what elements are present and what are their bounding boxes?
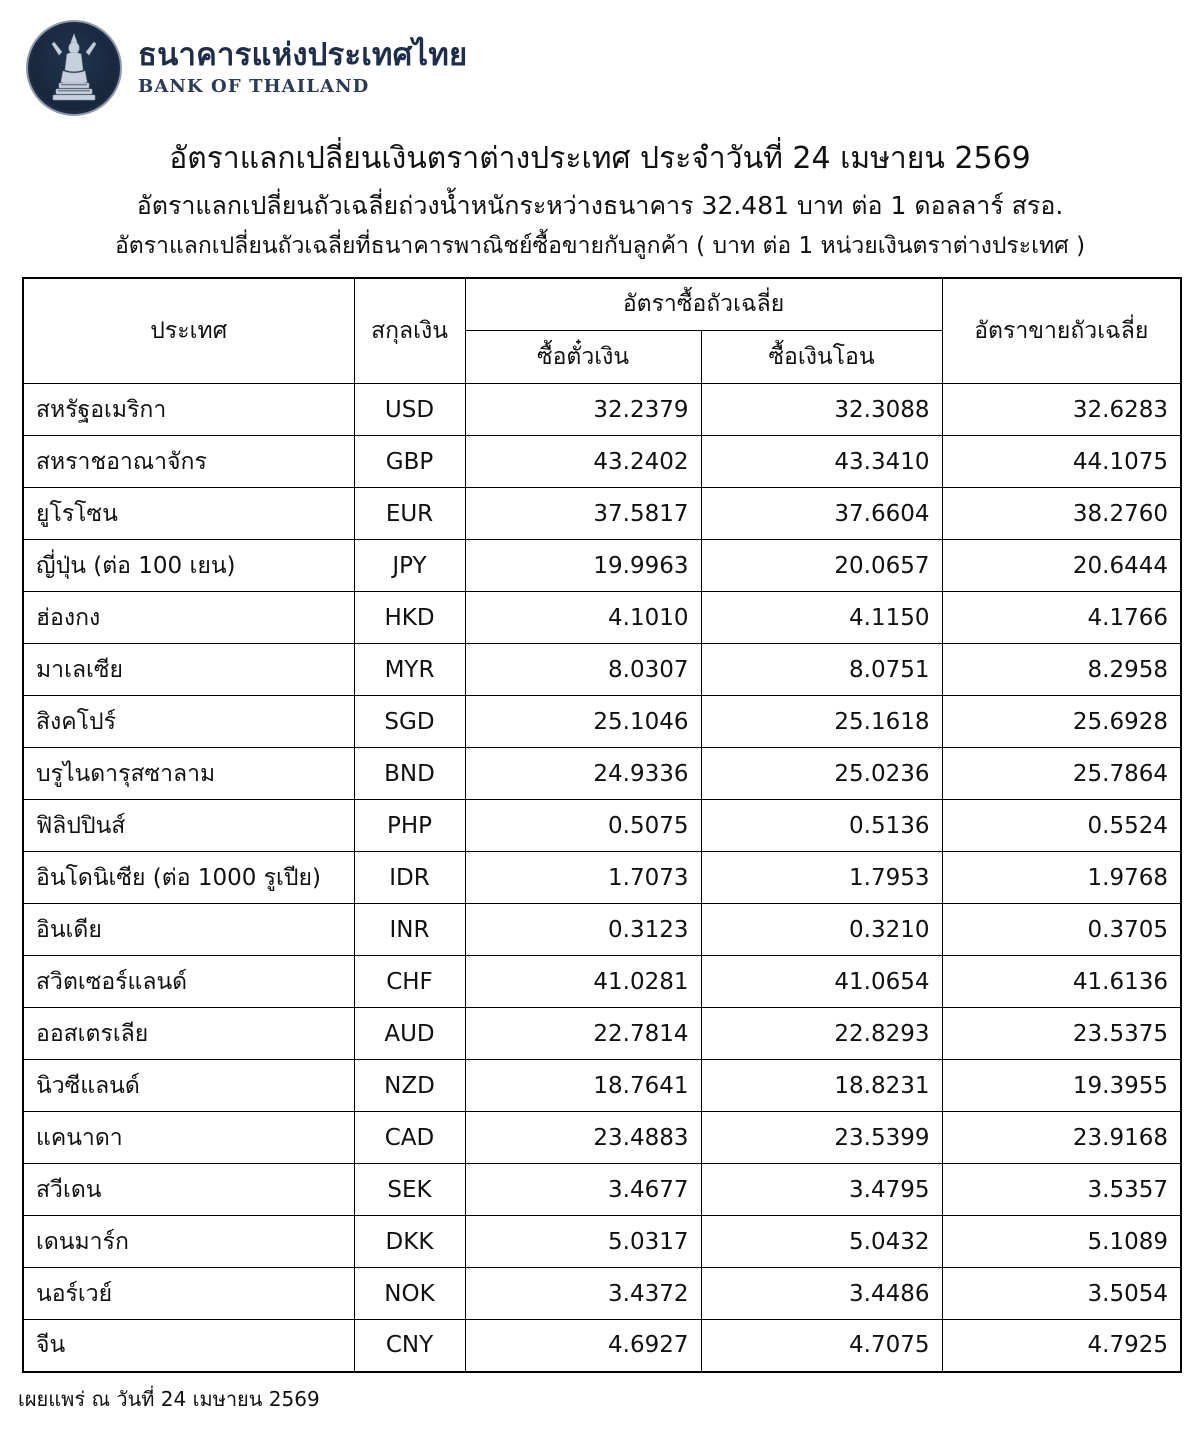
cell-country: สิงคโปร์ bbox=[23, 696, 354, 748]
cell-buying-sight-bill: 8.0307 bbox=[465, 644, 701, 696]
table-row bbox=[23, 592, 1181, 644]
cell-buying-transfer: 32.3088 bbox=[701, 384, 942, 436]
cell-buying-transfer: 22.8293 bbox=[701, 1008, 942, 1060]
brand-lockup bbox=[138, 37, 468, 97]
cell-buying-sight-bill: 1.7073 bbox=[465, 852, 701, 904]
cell-buying-sight-bill: 4.6927 bbox=[465, 1320, 701, 1372]
cell-buying-sight-bill: 19.9963 bbox=[465, 540, 701, 592]
brand-name-english: BANK OF THAILAND bbox=[138, 76, 370, 97]
exchange-rate-table bbox=[22, 277, 1182, 1373]
cell-selling: 20.6444 bbox=[942, 540, 1181, 592]
table-row bbox=[23, 696, 1181, 748]
column-header-selling: อัตราขายถัวเฉลี่ย bbox=[942, 278, 1181, 384]
page-titles bbox=[0, 118, 1200, 261]
cell-currency-code: DKK bbox=[354, 1216, 465, 1268]
cell-selling: 19.3955 bbox=[942, 1060, 1181, 1112]
cell-selling: 25.7864 bbox=[942, 748, 1181, 800]
cell-selling: 5.1089 bbox=[942, 1216, 1181, 1268]
cell-buying-sight-bill: 23.4883 bbox=[465, 1112, 701, 1164]
cell-selling: 8.2958 bbox=[942, 644, 1181, 696]
table-header-row-primary bbox=[23, 278, 1181, 331]
table-row bbox=[23, 1320, 1181, 1372]
table-row bbox=[23, 644, 1181, 696]
cell-currency-code: EUR bbox=[354, 488, 465, 540]
cell-country: บรูไนดารุสซาลาม bbox=[23, 748, 354, 800]
masthead bbox=[0, 0, 1200, 118]
cell-country: ฟิลิปปินส์ bbox=[23, 800, 354, 852]
cell-currency-code: GBP bbox=[354, 436, 465, 488]
cell-buying-transfer: 18.8231 bbox=[701, 1060, 942, 1112]
cell-buying-sight-bill: 41.0281 bbox=[465, 956, 701, 1008]
column-header-currency: สกุลเงิน bbox=[354, 278, 465, 384]
cell-selling: 4.1766 bbox=[942, 592, 1181, 644]
cell-currency-code: SEK bbox=[354, 1164, 465, 1216]
cell-currency-code: SGD bbox=[354, 696, 465, 748]
cell-selling: 25.6928 bbox=[942, 696, 1181, 748]
cell-buying-sight-bill: 5.0317 bbox=[465, 1216, 701, 1268]
cell-buying-transfer: 20.0657 bbox=[701, 540, 942, 592]
column-header-buying-transfer: ซื้อเงินโอน bbox=[701, 331, 942, 384]
cell-selling: 0.3705 bbox=[942, 904, 1181, 956]
cell-selling: 23.9168 bbox=[942, 1112, 1181, 1164]
cell-buying-transfer: 3.4486 bbox=[701, 1268, 942, 1320]
table-row bbox=[23, 540, 1181, 592]
cell-country: สหรัฐอเมริกา bbox=[23, 384, 354, 436]
cell-buying-transfer: 1.7953 bbox=[701, 852, 942, 904]
cell-buying-sight-bill: 18.7641 bbox=[465, 1060, 701, 1112]
cell-country: สวิตเซอร์แลนด์ bbox=[23, 956, 354, 1008]
brand-name-thai: ธนาคารแห่งประเทศไทย bbox=[138, 37, 468, 73]
table-row bbox=[23, 1164, 1181, 1216]
cell-selling: 23.5375 bbox=[942, 1008, 1181, 1060]
table-row bbox=[23, 384, 1181, 436]
cell-country: เดนมาร์ก bbox=[23, 1216, 354, 1268]
table-row bbox=[23, 904, 1181, 956]
cell-buying-transfer: 5.0432 bbox=[701, 1216, 942, 1268]
bank-of-thailand-seal-icon bbox=[26, 20, 122, 116]
cell-selling: 0.5524 bbox=[942, 800, 1181, 852]
exchange-rate-table-container bbox=[0, 261, 1200, 1373]
publication-date: เผยแพร่ ณ วันที่ 24 เมษายน 2569 bbox=[18, 1386, 320, 1411]
cell-country: นอร์เวย์ bbox=[23, 1268, 354, 1320]
cell-currency-code: PHP bbox=[354, 800, 465, 852]
table-row bbox=[23, 956, 1181, 1008]
cell-buying-sight-bill: 3.4677 bbox=[465, 1164, 701, 1216]
cell-currency-code: USD bbox=[354, 384, 465, 436]
cell-country: จีน bbox=[23, 1320, 354, 1372]
cell-country: อินเดีย bbox=[23, 904, 354, 956]
cell-selling: 3.5054 bbox=[942, 1268, 1181, 1320]
table-body bbox=[23, 384, 1181, 1372]
cell-currency-code: HKD bbox=[354, 592, 465, 644]
cell-selling: 38.2760 bbox=[942, 488, 1181, 540]
page-subtitle-interbank-rate: อัตราแลกเปลี่ยนถัวเฉลี่ยถ่วงน้ำหนักระหว่างธนาคาร 32.481 บาท ต่อ 1 ดอลลาร์ สรอ. bbox=[136, 190, 1064, 220]
cell-buying-sight-bill: 0.3123 bbox=[465, 904, 701, 956]
cell-currency-code: INR bbox=[354, 904, 465, 956]
column-header-country: ประเทศ bbox=[23, 278, 354, 384]
cell-currency-code: CNY bbox=[354, 1320, 465, 1372]
page-subtitle-commercial-rate: อัตราแลกเปลี่ยนถัวเฉลี่ยที่ธนาคารพาณิชย์ซื้อขายกับลูกค้า ( บาท ต่อ 1 หน่วยเงินตราต่างประเทศ ) bbox=[114, 232, 1086, 259]
table-row bbox=[23, 1060, 1181, 1112]
cell-buying-transfer: 37.6604 bbox=[701, 488, 942, 540]
cell-selling: 3.5357 bbox=[942, 1164, 1181, 1216]
cell-country: แคนาดา bbox=[23, 1112, 354, 1164]
cell-buying-transfer: 8.0751 bbox=[701, 644, 942, 696]
cell-buying-transfer: 23.5399 bbox=[701, 1112, 942, 1164]
cell-country: ฮ่องกง bbox=[23, 592, 354, 644]
cell-country: สวีเดน bbox=[23, 1164, 354, 1216]
cell-buying-transfer: 25.0236 bbox=[701, 748, 942, 800]
cell-currency-code: CHF bbox=[354, 956, 465, 1008]
cell-buying-sight-bill: 24.9336 bbox=[465, 748, 701, 800]
cell-country: ยูโรโซน bbox=[23, 488, 354, 540]
table-row bbox=[23, 800, 1181, 852]
cell-buying-sight-bill: 37.5817 bbox=[465, 488, 701, 540]
cell-buying-sight-bill: 25.1046 bbox=[465, 696, 701, 748]
cell-buying-sight-bill: 3.4372 bbox=[465, 1268, 701, 1320]
cell-buying-transfer: 25.1618 bbox=[701, 696, 942, 748]
cell-buying-transfer: 4.1150 bbox=[701, 592, 942, 644]
cell-country: มาเลเซีย bbox=[23, 644, 354, 696]
cell-buying-transfer: 0.5136 bbox=[701, 800, 942, 852]
table-row bbox=[23, 1268, 1181, 1320]
column-header-buying-sight-bill: ซื้อตั๋วเงิน bbox=[465, 331, 701, 384]
cell-currency-code: NZD bbox=[354, 1060, 465, 1112]
cell-currency-code: AUD bbox=[354, 1008, 465, 1060]
cell-selling: 41.6136 bbox=[942, 956, 1181, 1008]
cell-buying-sight-bill: 0.5075 bbox=[465, 800, 701, 852]
table-row bbox=[23, 1008, 1181, 1060]
table-row bbox=[23, 1216, 1181, 1268]
cell-buying-sight-bill: 22.7814 bbox=[465, 1008, 701, 1060]
table-row bbox=[23, 1112, 1181, 1164]
cell-buying-sight-bill: 32.2379 bbox=[465, 384, 701, 436]
cell-currency-code: JPY bbox=[354, 540, 465, 592]
table-row bbox=[23, 436, 1181, 488]
page-title: อัตราแลกเปลี่ยนเงินตราต่างประเทศ ประจำวันที่ 24 เมษายน 2569 bbox=[169, 141, 1031, 176]
cell-country: สหราชอาณาจักร bbox=[23, 436, 354, 488]
table-row bbox=[23, 488, 1181, 540]
cell-selling: 32.6283 bbox=[942, 384, 1181, 436]
cell-country: อินโดนิเซีย (ต่อ 1000 รูเปีย) bbox=[23, 852, 354, 904]
cell-buying-transfer: 3.4795 bbox=[701, 1164, 942, 1216]
cell-buying-transfer: 0.3210 bbox=[701, 904, 942, 956]
cell-country: ญี่ปุ่น (ต่อ 100 เยน) bbox=[23, 540, 354, 592]
cell-currency-code: MYR bbox=[354, 644, 465, 696]
cell-currency-code: CAD bbox=[354, 1112, 465, 1164]
cell-buying-sight-bill: 43.2402 bbox=[465, 436, 701, 488]
cell-selling: 44.1075 bbox=[942, 436, 1181, 488]
cell-currency-code: IDR bbox=[354, 852, 465, 904]
cell-country: นิวซีแลนด์ bbox=[23, 1060, 354, 1112]
cell-buying-transfer: 4.7075 bbox=[701, 1320, 942, 1372]
cell-currency-code: NOK bbox=[354, 1268, 465, 1320]
table-row bbox=[23, 748, 1181, 800]
cell-buying-transfer: 43.3410 bbox=[701, 436, 942, 488]
cell-buying-sight-bill: 4.1010 bbox=[465, 592, 701, 644]
cell-selling: 1.9768 bbox=[942, 852, 1181, 904]
cell-selling: 4.7925 bbox=[942, 1320, 1181, 1372]
cell-currency-code: BND bbox=[354, 748, 465, 800]
column-header-buying-group: อัตราซื้อถัวเฉลี่ย bbox=[465, 278, 942, 331]
cell-buying-transfer: 41.0654 bbox=[701, 956, 942, 1008]
table-row bbox=[23, 852, 1181, 904]
cell-country: ออสเตรเลีย bbox=[23, 1008, 354, 1060]
table-head bbox=[23, 278, 1181, 384]
